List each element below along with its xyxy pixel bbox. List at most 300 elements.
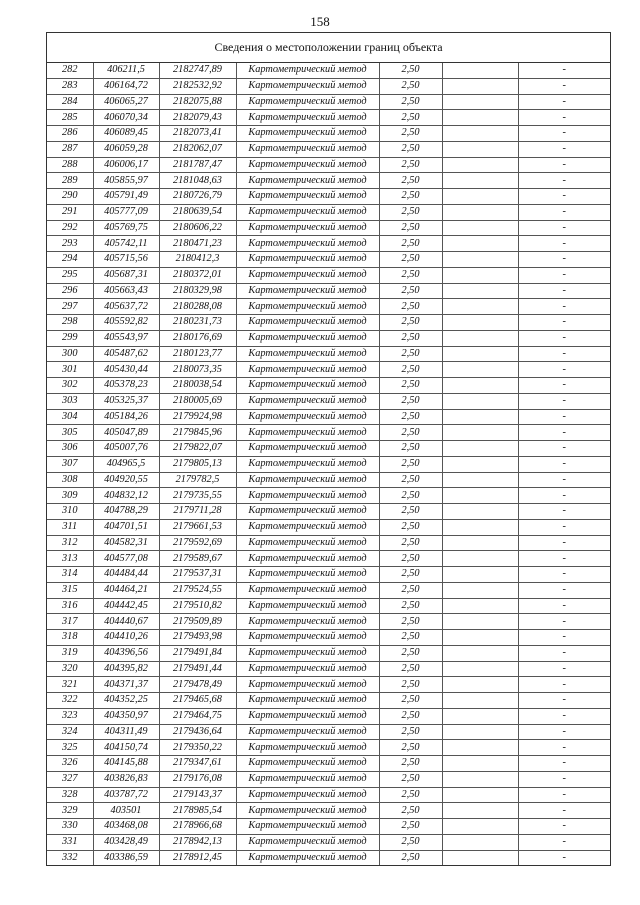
empty-cell (442, 267, 518, 283)
determination-method: Картометрический метод (236, 141, 379, 157)
table-row (47, 393, 610, 409)
position-error: 2,50 (379, 756, 442, 772)
point-description: - (518, 141, 610, 157)
coordinate-x: 403787,72 (93, 787, 159, 803)
coordinate-x: 405777,09 (93, 204, 159, 220)
coordinate-x: 403428,49 (93, 834, 159, 850)
coordinate-y: 2179589,67 (159, 551, 236, 567)
position-error: 2,50 (379, 252, 442, 268)
coordinate-y: 2179735,55 (159, 488, 236, 504)
determination-method: Картометрический метод (236, 283, 379, 299)
point-description: - (518, 330, 610, 346)
position-error: 2,50 (379, 425, 442, 441)
table-row (47, 94, 610, 110)
table-row (47, 661, 610, 677)
empty-cell (442, 771, 518, 787)
position-error: 2,50 (379, 393, 442, 409)
empty-cell (442, 724, 518, 740)
page-number: 158 (310, 14, 330, 29)
empty-cell (442, 787, 518, 803)
point-number: 309 (47, 488, 93, 504)
empty-cell (442, 472, 518, 488)
point-number: 322 (47, 693, 93, 709)
table-row (47, 252, 610, 268)
point-description: - (518, 787, 610, 803)
point-number: 304 (47, 409, 93, 425)
position-error: 2,50 (379, 63, 442, 78)
position-error: 2,50 (379, 819, 442, 835)
coordinate-y: 2179464,75 (159, 708, 236, 724)
point-description: - (518, 693, 610, 709)
position-error: 2,50 (379, 204, 442, 220)
determination-method: Картометрический метод (236, 488, 379, 504)
point-description: - (518, 472, 610, 488)
coordinate-y: 2180288,08 (159, 299, 236, 315)
coordinate-x: 406089,45 (93, 126, 159, 142)
point-description: - (518, 535, 610, 551)
point-number: 291 (47, 204, 93, 220)
coordinate-x: 406065,27 (93, 94, 159, 110)
coordinate-y: 2179491,44 (159, 661, 236, 677)
position-error: 2,50 (379, 220, 442, 236)
point-number: 286 (47, 126, 93, 142)
determination-method: Картометрический метод (236, 126, 379, 142)
empty-cell (442, 803, 518, 819)
determination-method: Картометрический метод (236, 189, 379, 205)
table-row (47, 819, 610, 835)
empty-cell (442, 519, 518, 535)
point-description: - (518, 582, 610, 598)
empty-cell (442, 157, 518, 173)
position-error: 2,50 (379, 157, 442, 173)
empty-cell (442, 488, 518, 504)
coordinate-x: 404396,56 (93, 645, 159, 661)
position-error: 2,50 (379, 771, 442, 787)
empty-cell (442, 756, 518, 772)
point-number: 330 (47, 819, 93, 835)
determination-method: Картометрический метод (236, 409, 379, 425)
empty-cell (442, 645, 518, 661)
table-row (47, 173, 610, 189)
point-description: - (518, 252, 610, 268)
coordinate-x: 404788,29 (93, 504, 159, 520)
coordinate-y: 2180606,22 (159, 220, 236, 236)
table-row (47, 850, 610, 865)
table-row (47, 567, 610, 583)
determination-method: Картометрический метод (236, 315, 379, 331)
position-error: 2,50 (379, 488, 442, 504)
empty-cell (442, 456, 518, 472)
coordinate-y: 2182532,92 (159, 78, 236, 94)
coordinate-y: 2180412,3 (159, 252, 236, 268)
point-number: 295 (47, 267, 93, 283)
point-description: - (518, 63, 610, 78)
point-number: 329 (47, 803, 93, 819)
point-number: 324 (47, 724, 93, 740)
empty-cell (442, 299, 518, 315)
coordinate-y: 2179661,53 (159, 519, 236, 535)
coordinate-y: 2179711,28 (159, 504, 236, 520)
position-error: 2,50 (379, 315, 442, 331)
position-error: 2,50 (379, 110, 442, 126)
point-description: - (518, 677, 610, 693)
coordinate-y: 2180639,54 (159, 204, 236, 220)
coordinate-y: 2179782,5 (159, 472, 236, 488)
coordinate-y: 2179350,22 (159, 740, 236, 756)
determination-method: Картометрический метод (236, 535, 379, 551)
position-error: 2,50 (379, 504, 442, 520)
point-number: 297 (47, 299, 93, 315)
position-error: 2,50 (379, 141, 442, 157)
coordinate-y: 2179465,68 (159, 693, 236, 709)
coordinate-y: 2180372,01 (159, 267, 236, 283)
point-description: - (518, 724, 610, 740)
empty-cell (442, 598, 518, 614)
empty-cell (442, 141, 518, 157)
table-row (47, 283, 610, 299)
position-error: 2,50 (379, 645, 442, 661)
coordinate-y: 2178912,45 (159, 850, 236, 865)
coordinate-x: 405742,11 (93, 236, 159, 252)
position-error: 2,50 (379, 535, 442, 551)
determination-method: Картометрический метод (236, 630, 379, 646)
coordinate-x: 405047,89 (93, 425, 159, 441)
determination-method: Картометрический метод (236, 551, 379, 567)
point-number: 288 (47, 157, 93, 173)
position-error: 2,50 (379, 850, 442, 865)
point-description: - (518, 362, 610, 378)
determination-method: Картометрический метод (236, 724, 379, 740)
point-description: - (518, 756, 610, 772)
table-row (47, 110, 610, 126)
table-row (47, 204, 610, 220)
point-number: 284 (47, 94, 93, 110)
point-description: - (518, 189, 610, 205)
point-number: 313 (47, 551, 93, 567)
point-number: 302 (47, 378, 93, 394)
position-error: 2,50 (379, 126, 442, 142)
point-number: 316 (47, 598, 93, 614)
table-row (47, 346, 610, 362)
determination-method: Картометрический метод (236, 693, 379, 709)
point-number: 303 (47, 393, 93, 409)
coordinate-x: 406211,5 (93, 63, 159, 78)
point-description: - (518, 126, 610, 142)
coordinate-x: 404352,25 (93, 693, 159, 709)
position-error: 2,50 (379, 519, 442, 535)
empty-cell (442, 819, 518, 835)
coordinate-y: 2179176,08 (159, 771, 236, 787)
point-description: - (518, 236, 610, 252)
position-error: 2,50 (379, 787, 442, 803)
boundary-table (46, 32, 611, 866)
point-description: - (518, 803, 610, 819)
coordinate-y: 2179592,69 (159, 535, 236, 551)
point-number: 321 (47, 677, 93, 693)
point-description: - (562, 851, 566, 863)
empty-cell (442, 220, 518, 236)
coordinate-x: 405184,26 (93, 409, 159, 425)
determination-method: Картометрический метод (236, 441, 379, 457)
coordinate-x: 404150,74 (93, 740, 159, 756)
coordinate-x: 405855,97 (93, 173, 159, 189)
point-description: - (518, 519, 610, 535)
determination-method: Картометрический метод (236, 582, 379, 598)
coordinate-x: 405543,97 (93, 330, 159, 346)
position-error: 2,50 (379, 441, 442, 457)
coordinate-y: 2178966,68 (159, 819, 236, 835)
coordinate-x: 405325,37 (93, 393, 159, 409)
coordinate-y: 2182747,89 (159, 63, 236, 78)
table-row (47, 488, 610, 504)
position-error: 2,50 (379, 614, 442, 630)
determination-method: Картометрический метод (236, 645, 379, 661)
point-number: 298 (47, 315, 93, 331)
point-number: 310 (47, 504, 93, 520)
coordinate-y: 2180231,73 (159, 315, 236, 331)
point-number: 285 (47, 110, 93, 126)
empty-cell (442, 346, 518, 362)
table-row (47, 756, 610, 772)
empty-cell (442, 252, 518, 268)
point-description: - (518, 598, 610, 614)
table-row (47, 834, 610, 850)
determination-method: Картометрический метод (236, 94, 379, 110)
coordinate-y: 2181787,47 (159, 157, 236, 173)
coordinate-x: 404577,08 (93, 551, 159, 567)
point-description: - (518, 299, 610, 315)
table-row (47, 504, 610, 520)
determination-method: Картометрический метод (236, 378, 379, 394)
point-description: - (518, 614, 610, 630)
coordinate-x: 405487,62 (93, 346, 159, 362)
coordinate-x: 405637,72 (93, 299, 159, 315)
coordinate-x: 403826,83 (93, 771, 159, 787)
coordinate-y: 2180005,69 (159, 393, 236, 409)
empty-cell (442, 94, 518, 110)
coordinate-y: 2179493,98 (159, 630, 236, 646)
coordinate-x: 406006,17 (93, 157, 159, 173)
position-error: 2,50 (379, 582, 442, 598)
coordinate-y: 2180726,79 (159, 189, 236, 205)
table-row (47, 551, 610, 567)
table-row (47, 441, 610, 457)
empty-cell (442, 834, 518, 850)
determination-method: Картометрический метод (236, 803, 379, 819)
point-description: - (518, 173, 610, 189)
determination-method: Картометрический метод (236, 157, 379, 173)
table-title: Сведения о местоположении границ объекта (47, 33, 610, 63)
point-description: - (518, 110, 610, 126)
point-description: - (518, 567, 610, 583)
position-error: 2,50 (379, 283, 442, 299)
table-row (47, 614, 610, 630)
empty-cell (442, 630, 518, 646)
position-error: 2,50 (379, 362, 442, 378)
table-row (47, 157, 610, 173)
point-description: - (518, 645, 610, 661)
point-number: 328 (47, 787, 93, 803)
point-description: - (518, 740, 610, 756)
coordinate-y: 2179478,49 (159, 677, 236, 693)
coordinates-table (47, 63, 610, 865)
point-description: - (518, 409, 610, 425)
position-error: 2,50 (379, 346, 442, 362)
determination-method: Картометрический метод (236, 456, 379, 472)
position-error: 2,50 (379, 173, 442, 189)
table-row (47, 472, 610, 488)
table-row (47, 220, 610, 236)
point-description: - (518, 661, 610, 677)
point-description: - (518, 771, 610, 787)
determination-method: Картометрический метод (236, 472, 379, 488)
coordinate-y: 2178942,13 (159, 834, 236, 850)
empty-cell (442, 78, 518, 94)
coordinate-x: 405715,56 (93, 252, 159, 268)
coordinate-x: 403468,08 (93, 819, 159, 835)
empty-cell (442, 441, 518, 457)
table-row (47, 645, 610, 661)
position-error: 2,50 (379, 834, 442, 850)
determination-method: Картометрический метод (236, 267, 379, 283)
position-error: 2,50 (379, 472, 442, 488)
empty-cell (442, 126, 518, 142)
point-number: 331 (47, 834, 93, 850)
coordinate-y: 2178985,54 (159, 803, 236, 819)
coordinate-x: 403386,59 (93, 850, 159, 865)
determination-method: Картометрический метод (236, 834, 379, 850)
empty-cell (442, 189, 518, 205)
position-error: 2,50 (379, 456, 442, 472)
coordinate-x: 405769,75 (93, 220, 159, 236)
point-number: 300 (47, 346, 93, 362)
point-description: - (518, 425, 610, 441)
point-description: - (518, 630, 610, 646)
coordinate-y: 2179509,89 (159, 614, 236, 630)
point-description: - (518, 708, 610, 724)
coordinate-x: 404410,26 (93, 630, 159, 646)
table-row (47, 598, 610, 614)
table-row (47, 630, 610, 646)
position-error: 2,50 (379, 299, 442, 315)
empty-cell (442, 693, 518, 709)
empty-cell (442, 661, 518, 677)
position-error: 2,50 (379, 409, 442, 425)
empty-cell (442, 567, 518, 583)
coordinate-x: 404145,88 (93, 756, 159, 772)
table-row (47, 409, 610, 425)
table-row (47, 330, 610, 346)
point-description: - (518, 834, 610, 850)
determination-method: Картометрический метод (236, 299, 379, 315)
empty-cell (442, 535, 518, 551)
determination-method: Картометрический метод (236, 346, 379, 362)
position-error: 2,50 (379, 189, 442, 205)
table-row (47, 78, 610, 94)
coordinate-y: 2179491,84 (159, 645, 236, 661)
position-error: 2,50 (379, 378, 442, 394)
point-number: 293 (47, 236, 93, 252)
point-number: 292 (47, 220, 93, 236)
determination-method: Картометрический метод (236, 519, 379, 535)
point-number: 319 (47, 645, 93, 661)
point-description: - (518, 315, 610, 331)
position-error: 2,50 (379, 803, 442, 819)
point-description: - (518, 378, 610, 394)
coordinate-y: 2182073,41 (159, 126, 236, 142)
point-number: 307 (47, 456, 93, 472)
coordinate-x: 405791,49 (93, 189, 159, 205)
coordinate-x: 404311,49 (93, 724, 159, 740)
empty-cell (442, 315, 518, 331)
determination-method: Картометрический метод (236, 236, 379, 252)
coordinate-y: 2182062,07 (159, 141, 236, 157)
determination-method: Картометрический метод (236, 78, 379, 94)
coordinate-x: 405007,76 (93, 441, 159, 457)
position-error: 2,50 (379, 567, 442, 583)
determination-method: Картометрический метод (236, 220, 379, 236)
empty-cell (442, 504, 518, 520)
point-description: - (518, 456, 610, 472)
empty-cell (442, 551, 518, 567)
point-description: - (518, 504, 610, 520)
determination-method: Картометрический метод (236, 740, 379, 756)
table-row (47, 141, 610, 157)
determination-method: Картометрический метод (236, 110, 379, 126)
point-number: 289 (47, 173, 93, 189)
point-number: 306 (47, 441, 93, 457)
determination-method: Картометрический метод (236, 63, 379, 78)
point-number: 287 (47, 141, 93, 157)
coordinate-x: 406059,28 (93, 141, 159, 157)
table-row (47, 299, 610, 315)
determination-method: Картометрический метод (236, 598, 379, 614)
point-number: 312 (47, 535, 93, 551)
point-number: 326 (47, 756, 93, 772)
point-number: 327 (47, 771, 93, 787)
point-number: 325 (47, 740, 93, 756)
coordinate-x: 404350,97 (93, 708, 159, 724)
determination-method: Картометрический метод (236, 787, 379, 803)
position-error: 2,50 (379, 740, 442, 756)
coordinate-x: 404582,31 (93, 535, 159, 551)
coordinate-x: 406070,34 (93, 110, 159, 126)
determination-method: Картометрический метод (236, 614, 379, 630)
coordinate-x: 404701,51 (93, 519, 159, 535)
coordinate-y: 2179510,82 (159, 598, 236, 614)
point-description: - (518, 204, 610, 220)
point-number: 283 (47, 78, 93, 94)
coordinate-x: 404371,37 (93, 677, 159, 693)
point-number: 296 (47, 283, 93, 299)
position-error: 2,50 (379, 693, 442, 709)
coordinate-x: 404442,45 (93, 598, 159, 614)
position-error: 2,50 (379, 708, 442, 724)
point-number: 305 (47, 425, 93, 441)
determination-method: Картометрический метод (236, 756, 379, 772)
table-row (47, 63, 610, 78)
determination-method: Картометрический метод (236, 771, 379, 787)
position-error: 2,50 (379, 551, 442, 567)
table-row (47, 519, 610, 535)
empty-cell (442, 409, 518, 425)
determination-method: Картометрический метод (236, 252, 379, 268)
position-error: 2,50 (379, 630, 442, 646)
point-description: - (518, 441, 610, 457)
point-description: - (518, 267, 610, 283)
coordinate-y: 2180123,77 (159, 346, 236, 362)
coordinate-x: 404464,21 (93, 582, 159, 598)
